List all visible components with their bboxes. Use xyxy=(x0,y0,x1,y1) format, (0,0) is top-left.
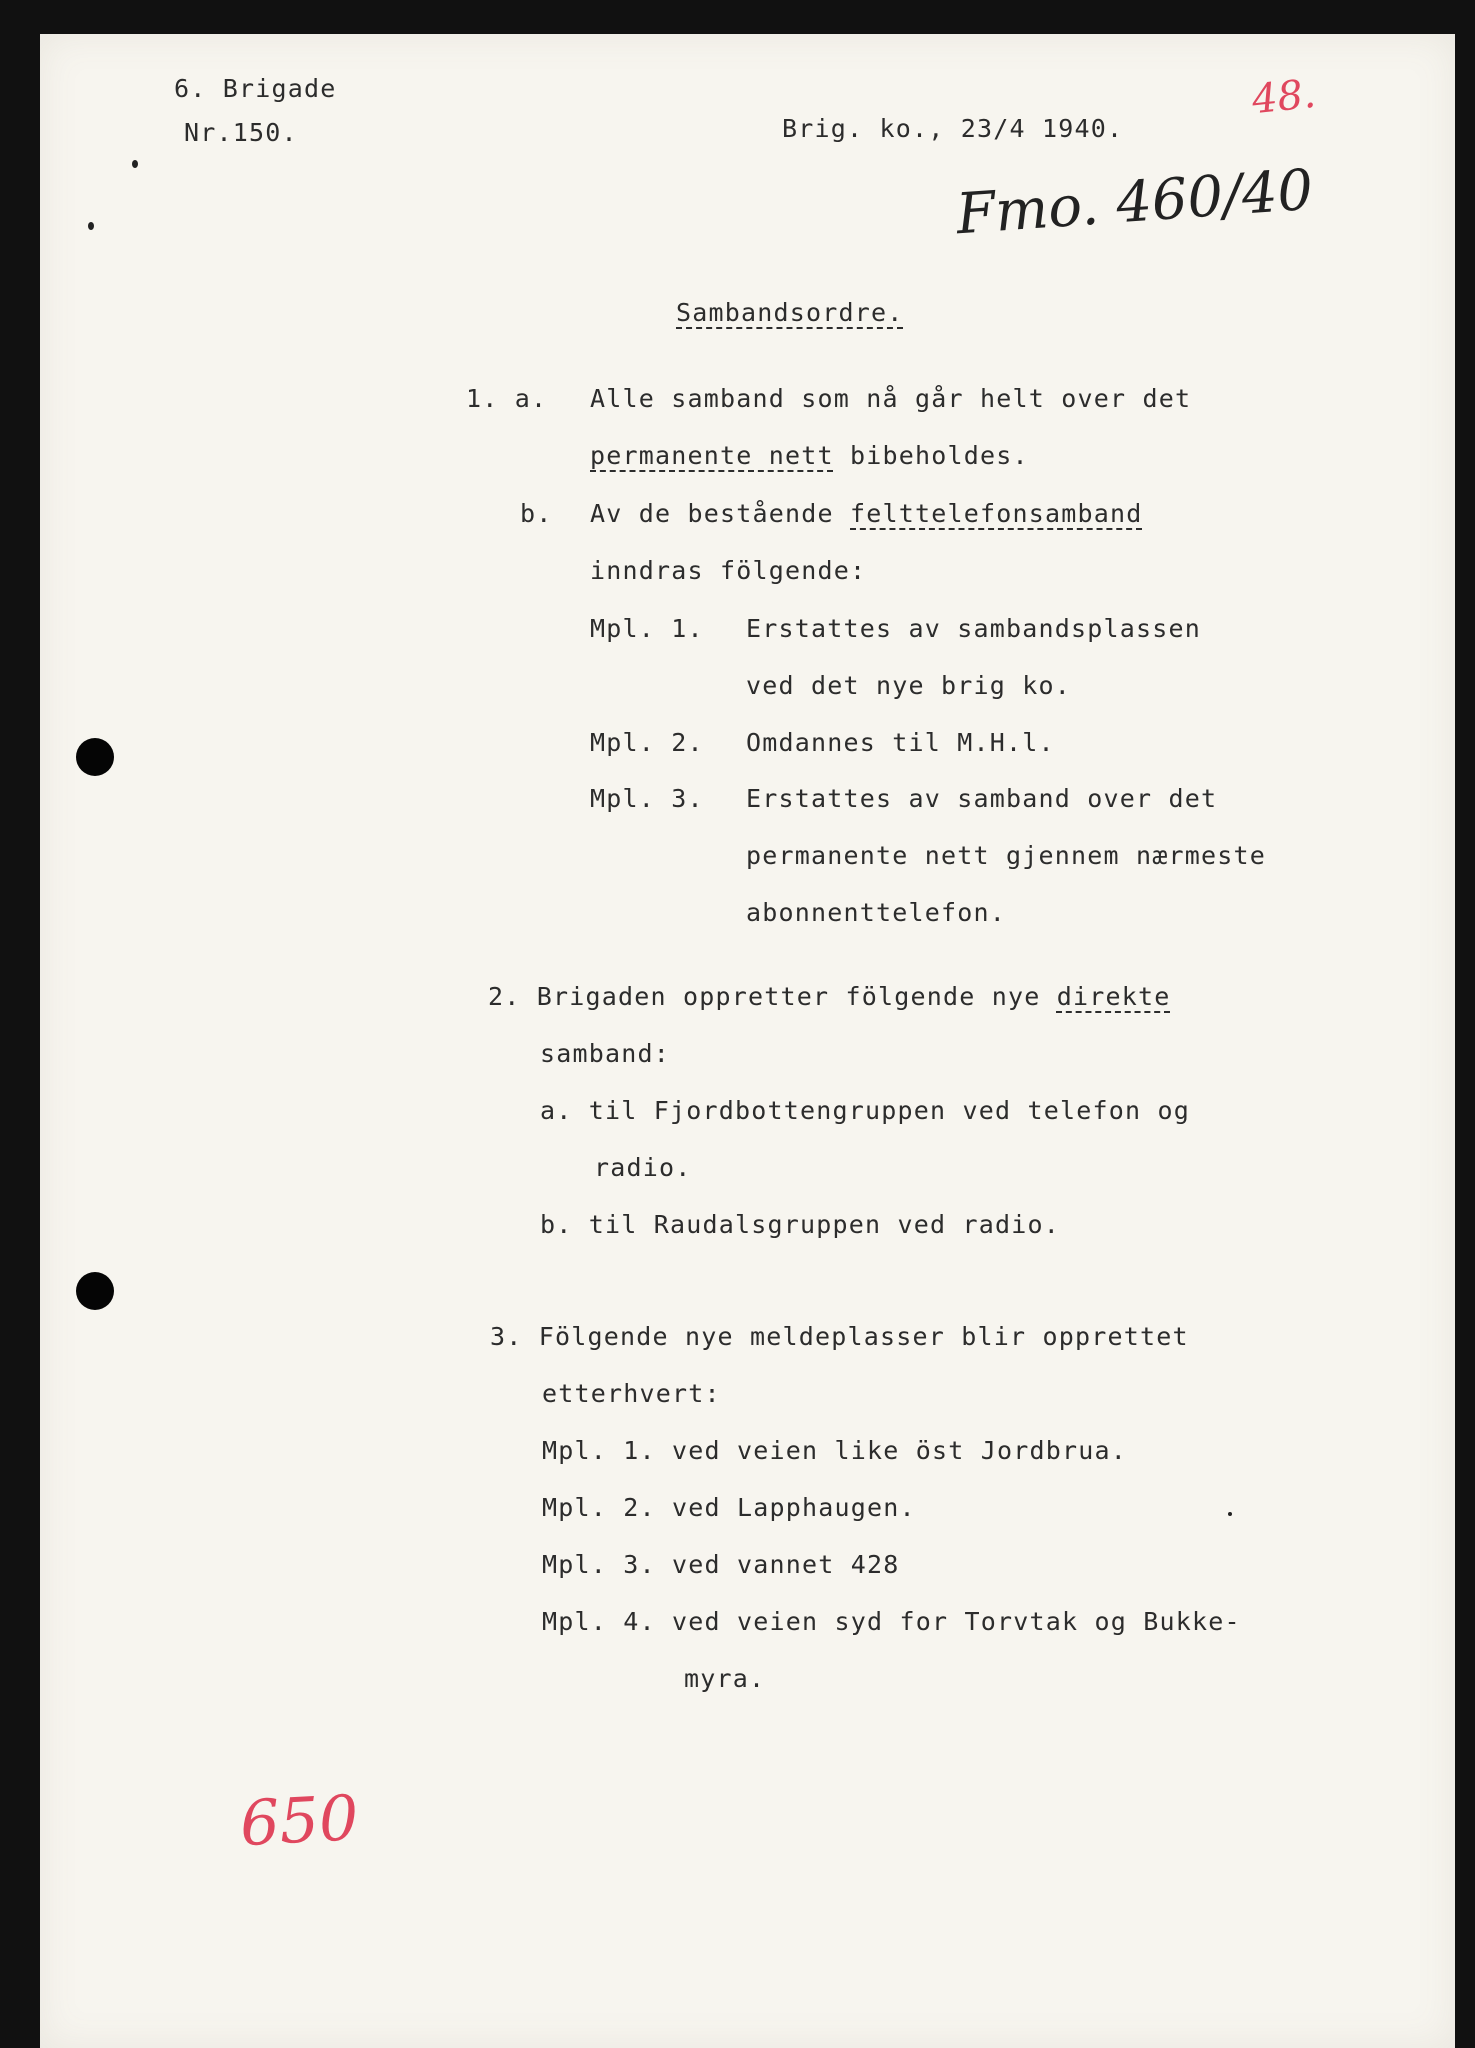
mpl-1-line-1: Erstattes av sambandsplassen xyxy=(746,614,1202,643)
red-number-annotation: 650 xyxy=(238,1780,361,1861)
section-3-line-1: 3. Fölgende nye meldeplasser blir opprettet xyxy=(490,1322,1189,1351)
meldeplass-4: Mpl. 4. ved veien syd for Torvtak og Bukke- xyxy=(542,1607,1241,1636)
place-date: Brig. ko., 23/4 1940. xyxy=(782,114,1124,143)
archive-reference-annotation: Fmo. 460/40 xyxy=(954,157,1316,248)
meldeplass-3: Mpl. 3. ved vannet 428 xyxy=(542,1550,900,1579)
punch-hole-top xyxy=(76,738,114,776)
section-2-line-1-pre: 2. Brigaden oppretter fölgende nye xyxy=(488,982,1057,1011)
section-1b-line-1 xyxy=(590,499,1143,529)
section-1a-line-1: Alle samband som nå går helt over det xyxy=(590,384,1192,413)
section-1a-line-2 xyxy=(590,441,1029,471)
document-title: Sambandsordre. xyxy=(676,298,904,327)
section-1b-line-2: inndras fölgende: xyxy=(590,556,867,585)
mpl-3-line-1: Erstattes av samband over det xyxy=(746,784,1218,813)
permanente-nett-underlined: permanente nett xyxy=(590,441,834,470)
ink-speck xyxy=(88,222,94,230)
mpl-3-line-3: abonnenttelefon. xyxy=(746,898,1007,927)
meldeplass-4-continuation: myra. xyxy=(684,1664,766,1693)
section-2a-line-1: a. til Fjordbottengruppen ved telefon og xyxy=(540,1096,1191,1125)
document-number: Nr.150. xyxy=(184,118,298,147)
section-1-number: 1. a. xyxy=(466,384,548,413)
ink-speck xyxy=(132,160,138,168)
mpl-3-line-2: permanente nett gjennem nærmeste xyxy=(746,841,1267,870)
section-1b-label: b. xyxy=(520,499,553,528)
section-2-line-1 xyxy=(488,982,1171,1012)
meldeplass-2: Mpl. 2. ved Lapphaugen. xyxy=(542,1493,916,1522)
punch-hole-bottom xyxy=(76,1272,114,1310)
direkte-underlined: direkte xyxy=(1056,982,1171,1011)
section-2-line-2: samband: xyxy=(540,1039,671,1068)
mpl-2-label: Mpl. 2. xyxy=(590,728,704,757)
mpl-3-label: Mpl. 3. xyxy=(590,784,704,813)
section-2a-line-2: radio. xyxy=(594,1153,692,1182)
mpl-2-line-1: Omdannes til M.H.l. xyxy=(746,728,1055,757)
section-1b-line-1-pre: Av de bestående xyxy=(590,499,851,528)
mpl-1-line-2: ved det nye brig ko. xyxy=(746,671,1072,700)
meldeplass-1: Mpl. 1. ved veien like öst Jordbrua. xyxy=(542,1436,1128,1465)
mpl-1-label: Mpl. 1. xyxy=(590,614,704,643)
ink-speck xyxy=(1228,1512,1232,1516)
section-2b-line-1: b. til Raudalsgruppen ved radio. xyxy=(540,1210,1061,1239)
document-page xyxy=(40,34,1455,2048)
section-1a-line-2-rest: bibeholdes. xyxy=(833,441,1029,470)
section-3-line-2: etterhvert: xyxy=(542,1379,721,1408)
page-number-annotation: 48. xyxy=(1249,70,1318,124)
felttelefonsamband-underlined: felttelefonsamband xyxy=(850,499,1143,528)
brigade-heading: 6. Brigade xyxy=(174,74,337,103)
